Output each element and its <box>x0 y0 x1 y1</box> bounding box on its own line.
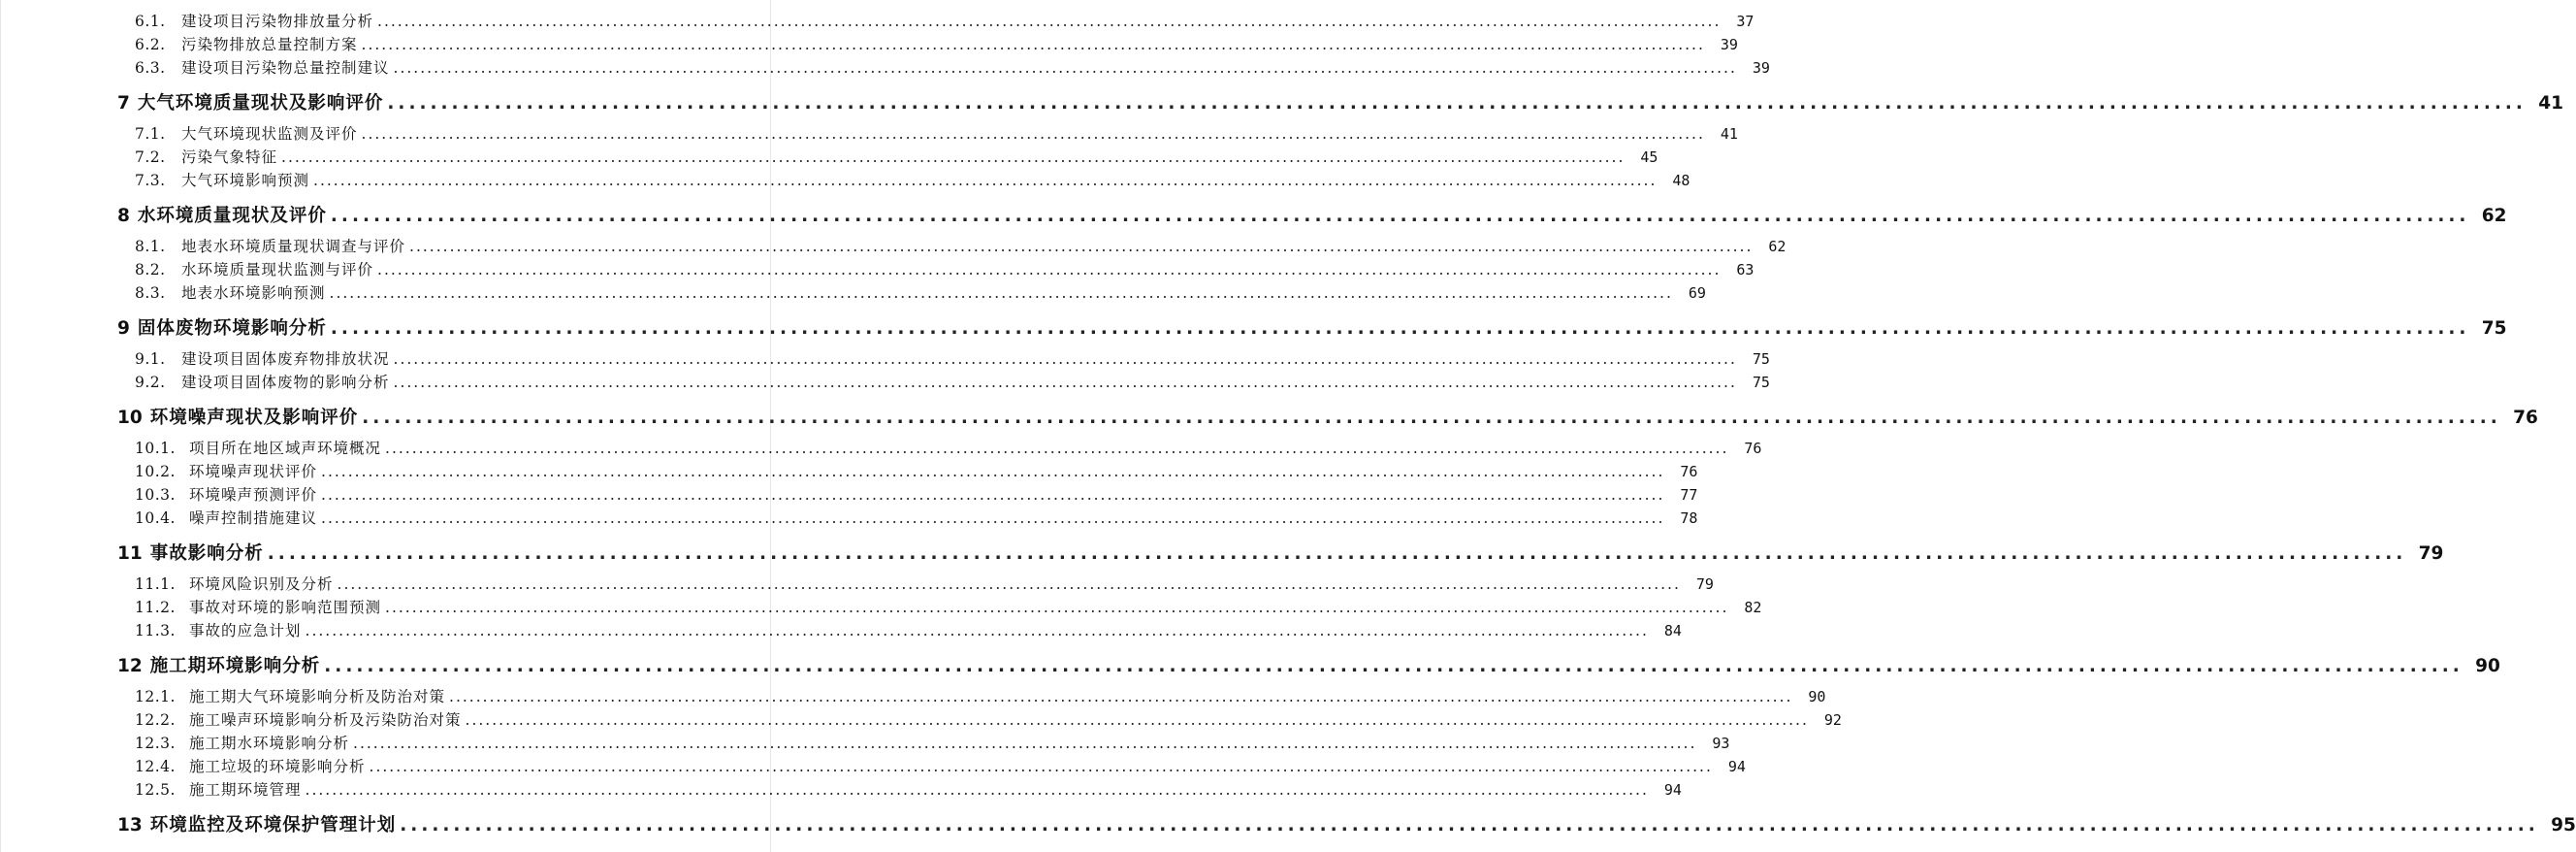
toc-entry-page-number: 92 <box>1823 711 1842 729</box>
toc-entry-title: 项目所在地区域声环境概况 <box>189 440 382 457</box>
toc-entry-title: 环境监控及环境保护管理计划 <box>149 815 397 836</box>
toc-entry-number: 7.2. <box>135 148 166 166</box>
toc-chapter-entry[interactable] <box>117 404 2538 433</box>
toc-entry-number: 6.2. <box>135 36 166 53</box>
toc-section-entry[interactable] <box>135 460 1698 483</box>
toc-entry-page-number: 76 <box>1680 463 1698 480</box>
toc-entry-number: 6.1. <box>135 13 166 30</box>
toc-section-entry[interactable] <box>135 437 1762 460</box>
toc-entry-page-number: 84 <box>1663 622 1682 639</box>
toc-entry-title: 大气环境影响预测 <box>181 172 310 189</box>
toc-dot-leader: ........................................................................................................................................................................................................ <box>305 622 1649 639</box>
toc-section-entry[interactable] <box>135 507 1698 530</box>
table-of-contents <box>1 0 2576 852</box>
toc-dot-leader: ........................................................................................................................................................................................................ <box>353 735 1697 752</box>
toc-entry-page-number: 95 <box>2551 815 2576 836</box>
toc-entry-title: 建设项目污染物排放量分析 <box>181 13 374 30</box>
toc-entry-page-number: 62 <box>1768 238 1787 255</box>
toc-dot-leader: ........................................................................................................................................................................................................ <box>313 172 1658 189</box>
toc-entry-number: 9.1. <box>135 350 166 368</box>
toc-entry-page-number: 39 <box>1720 36 1738 53</box>
toc-section-entry[interactable] <box>135 235 1787 258</box>
toc-dot-leader: ........................................................................................................................................................................................................ <box>409 238 1754 255</box>
toc-dot-leader: ........................................................................................................................................................................................................ <box>267 543 2407 564</box>
toc-entry-page-number: 79 <box>1695 575 1714 593</box>
toc-entry-number: 10.3. <box>135 486 176 504</box>
toc-dot-leader: ........................................................................................................................................................................................................ <box>361 125 1705 143</box>
toc-entry-page-number: 39 <box>1752 59 1770 77</box>
toc-entry-title: 地表水环境影响预测 <box>181 284 326 302</box>
toc-entry-page-number: 79 <box>2418 543 2444 564</box>
toc-chapter-entry[interactable] <box>117 314 2507 344</box>
toc-entry-number: 7.3. <box>135 172 166 189</box>
toc-dot-leader: ........................................................................................................................................................................................................ <box>385 440 1729 457</box>
toc-dot-leader: ........................................................................................................................................................................................................ <box>387 93 2527 114</box>
toc-section-entry[interactable] <box>135 619 1682 642</box>
toc-dot-leader: ........................................................................................................................................................................................................ <box>377 13 1722 30</box>
toc-entry-title: 环境噪声现状评价 <box>189 463 318 480</box>
toc-section-entry[interactable] <box>135 708 1842 732</box>
toc-entry-page-number: 48 <box>1672 172 1690 189</box>
toc-entry-number: 8.1. <box>135 238 166 255</box>
toc-entry-page-number: 76 <box>2513 408 2538 428</box>
toc-section-entry[interactable] <box>135 122 1738 146</box>
toc-entry-title: 建设项目固体废物的影响分析 <box>181 374 390 391</box>
toc-dot-leader: ........................................................................................................................................................................................................ <box>321 509 1665 527</box>
toc-entry-title: 事故影响分析 <box>149 543 264 564</box>
toc-section-entry[interactable] <box>135 732 1730 755</box>
toc-section-entry[interactable] <box>135 483 1698 507</box>
toc-section-entry[interactable] <box>135 778 1682 802</box>
toc-entry-number: 11.1. <box>135 575 176 593</box>
toc-entry-title: 污染物排放总量控制方案 <box>181 36 358 53</box>
toc-entry-title: 污染气象特征 <box>181 148 278 166</box>
toc-dot-leader: ........................................................................................................................................................................................................ <box>330 206 2470 226</box>
toc-entry-number: 6.3. <box>135 59 166 77</box>
toc-entry-title: 环境噪声预测评价 <box>189 486 318 504</box>
toc-entry-number: 7.1. <box>135 125 166 143</box>
toc-dot-leader: ........................................................................................................................................................................................................ <box>362 408 2501 428</box>
toc-entry-number: 7 <box>117 93 130 114</box>
toc-entry-page-number: 45 <box>1640 148 1658 166</box>
toc-section-entry[interactable] <box>135 596 1762 619</box>
toc-entry-number: 9 <box>117 318 130 339</box>
toc-dot-leader: ........................................................................................................................................................................................................ <box>449 688 1793 705</box>
toc-entry-number: 8.3. <box>135 284 166 302</box>
toc-dot-leader: ........................................................................................................................................................................................................ <box>377 261 1722 279</box>
toc-entry-page-number: 75 <box>1752 350 1770 368</box>
toc-entry-number: 9.2. <box>135 374 166 391</box>
toc-dot-leader: ........................................................................................................................................................................................................ <box>400 815 2539 836</box>
toc-chapter-entry[interactable] <box>117 540 2444 569</box>
toc-entry-title: 大气环境质量现状及影响评价 <box>137 93 384 114</box>
toc-section-entry[interactable] <box>135 281 1706 305</box>
toc-entry-title: 水环境质量现状及评价 <box>137 206 327 226</box>
toc-entry-number: 8.2. <box>135 261 166 279</box>
toc-entry-page-number: 41 <box>1720 125 1738 143</box>
toc-section-entry[interactable] <box>135 56 1770 80</box>
toc-entry-page-number: 78 <box>1680 509 1698 527</box>
toc-entry-page-number: 76 <box>1744 440 1762 457</box>
toc-entry-page-number: 63 <box>1736 261 1755 279</box>
toc-dot-leader: ........................................................................................................................................................................................................ <box>393 350 1737 368</box>
toc-section-entry[interactable] <box>135 146 1658 169</box>
toc-entry-title: 施工期环境管理 <box>189 781 302 799</box>
toc-entry-page-number: 82 <box>1744 599 1762 616</box>
toc-chapter-entry[interactable] <box>117 202 2507 231</box>
toc-entry-number: 8 <box>117 206 130 226</box>
toc-dot-leader: ........................................................................................................................................................................................................ <box>305 781 1649 799</box>
toc-entry-number: 11.3. <box>135 622 176 639</box>
toc-entry-number: 12 <box>117 656 143 676</box>
toc-entry-page-number: 77 <box>1680 486 1698 504</box>
toc-section-entry[interactable] <box>135 371 1770 394</box>
toc-section-entry[interactable] <box>135 755 1746 778</box>
toc-entry-page-number: 94 <box>1727 758 1746 775</box>
toc-dot-leader: ........................................................................................................................................................................................................ <box>385 599 1729 616</box>
toc-dot-leader: ........................................................................................................................................................................................................ <box>465 711 1809 729</box>
toc-entry-page-number: 93 <box>1712 735 1730 752</box>
toc-entry-title: 施工期环境影响分析 <box>149 656 321 676</box>
toc-section-entry[interactable] <box>135 169 1690 192</box>
toc-entry-title: 施工垃圾的环境影响分析 <box>189 758 366 775</box>
toc-entry-number: 13 <box>117 815 143 836</box>
toc-entry-title: 环境风险识别及分析 <box>189 575 334 593</box>
toc-entry-title: 事故对环境的影响范围预测 <box>189 599 382 616</box>
toc-dot-leader: ........................................................................................................................................................................................................ <box>393 59 1737 77</box>
toc-entry-title: 固体废物环境影响分析 <box>137 318 327 339</box>
toc-entry-title: 建设项目固体废弃物排放状况 <box>181 350 390 368</box>
toc-chapter-entry[interactable] <box>117 811 2576 840</box>
toc-entry-title: 地表水环境质量现状调查与评价 <box>181 238 406 255</box>
toc-dot-leader: ........................................................................................................................................................................................................ <box>321 463 1665 480</box>
toc-section-entry[interactable] <box>135 685 1826 708</box>
toc-entry-page-number: 69 <box>1688 284 1706 302</box>
toc-entry-number: 12.5. <box>135 781 176 799</box>
toc-section-entry[interactable] <box>135 347 1770 371</box>
toc-entry-number: 10.2. <box>135 463 176 480</box>
toc-dot-leader: ........................................................................................................................................................................................................ <box>281 148 1626 166</box>
toc-entry-number: 12.2. <box>135 711 176 729</box>
toc-entry-page-number: 75 <box>1752 374 1770 391</box>
toc-entry-page-number: 90 <box>2475 656 2500 676</box>
toc-dot-leader: ........................................................................................................................................................................................................ <box>330 318 2470 339</box>
toc-section-entry[interactable] <box>135 573 1714 596</box>
toc-entry-number: 12.4. <box>135 758 176 775</box>
toc-chapter-entry[interactable] <box>117 652 2500 681</box>
toc-dot-leader: ........................................................................................................................................................................................................ <box>369 758 1713 775</box>
toc-entry-number: 10 <box>117 408 143 428</box>
toc-section-entry[interactable] <box>135 10 1755 33</box>
toc-dot-leader: ........................................................................................................................................................................................................ <box>324 656 2463 676</box>
toc-entry-title: 建设项目污染物总量控制建议 <box>181 59 390 77</box>
toc-dot-leader: ........................................................................................................................................................................................................ <box>337 575 1681 593</box>
toc-entry-page-number: 75 <box>2481 318 2507 339</box>
toc-entry-number: 12.3. <box>135 735 176 752</box>
toc-entry-number: 10.1. <box>135 440 176 457</box>
toc-entry-title: 施工噪声环境影响分析及污染防治对策 <box>189 711 462 729</box>
toc-entry-title: 事故的应急计划 <box>189 622 302 639</box>
toc-entry-number: 11 <box>117 543 143 564</box>
toc-section-entry[interactable] <box>135 258 1755 281</box>
toc-dot-leader: ........................................................................................................................................................................................................ <box>321 486 1665 504</box>
toc-entry-title: 施工期大气环境影响分析及防治对策 <box>189 688 446 705</box>
toc-chapter-entry[interactable] <box>117 89 2563 118</box>
toc-dot-leader: ........................................................................................................................................................................................................ <box>361 36 1705 53</box>
toc-entry-title: 噪声控制措施建议 <box>189 509 318 527</box>
toc-dot-leader: ........................................................................................................................................................................................................ <box>393 374 1737 391</box>
toc-entry-title: 施工期水环境影响分析 <box>189 735 350 752</box>
toc-section-entry[interactable] <box>135 33 1738 56</box>
toc-entry-title: 水环境质量现状监测与评价 <box>181 261 374 279</box>
toc-entry-title: 环境噪声现状及影响评价 <box>149 408 359 428</box>
toc-entry-title: 大气环境现状监测及评价 <box>181 125 358 143</box>
toc-dot-leader: ........................................................................................................................................................................................................ <box>329 284 1673 302</box>
toc-entry-number: 10.4. <box>135 509 176 527</box>
toc-entry-number: 12.1. <box>135 688 176 705</box>
toc-entry-page-number: 37 <box>1736 13 1755 30</box>
toc-entry-page-number: 41 <box>2538 93 2563 114</box>
toc-entry-number: 11.2. <box>135 599 176 616</box>
toc-entry-page-number: 94 <box>1663 781 1682 799</box>
toc-entry-page-number: 90 <box>1808 688 1826 705</box>
toc-entry-page-number: 62 <box>2481 206 2507 226</box>
